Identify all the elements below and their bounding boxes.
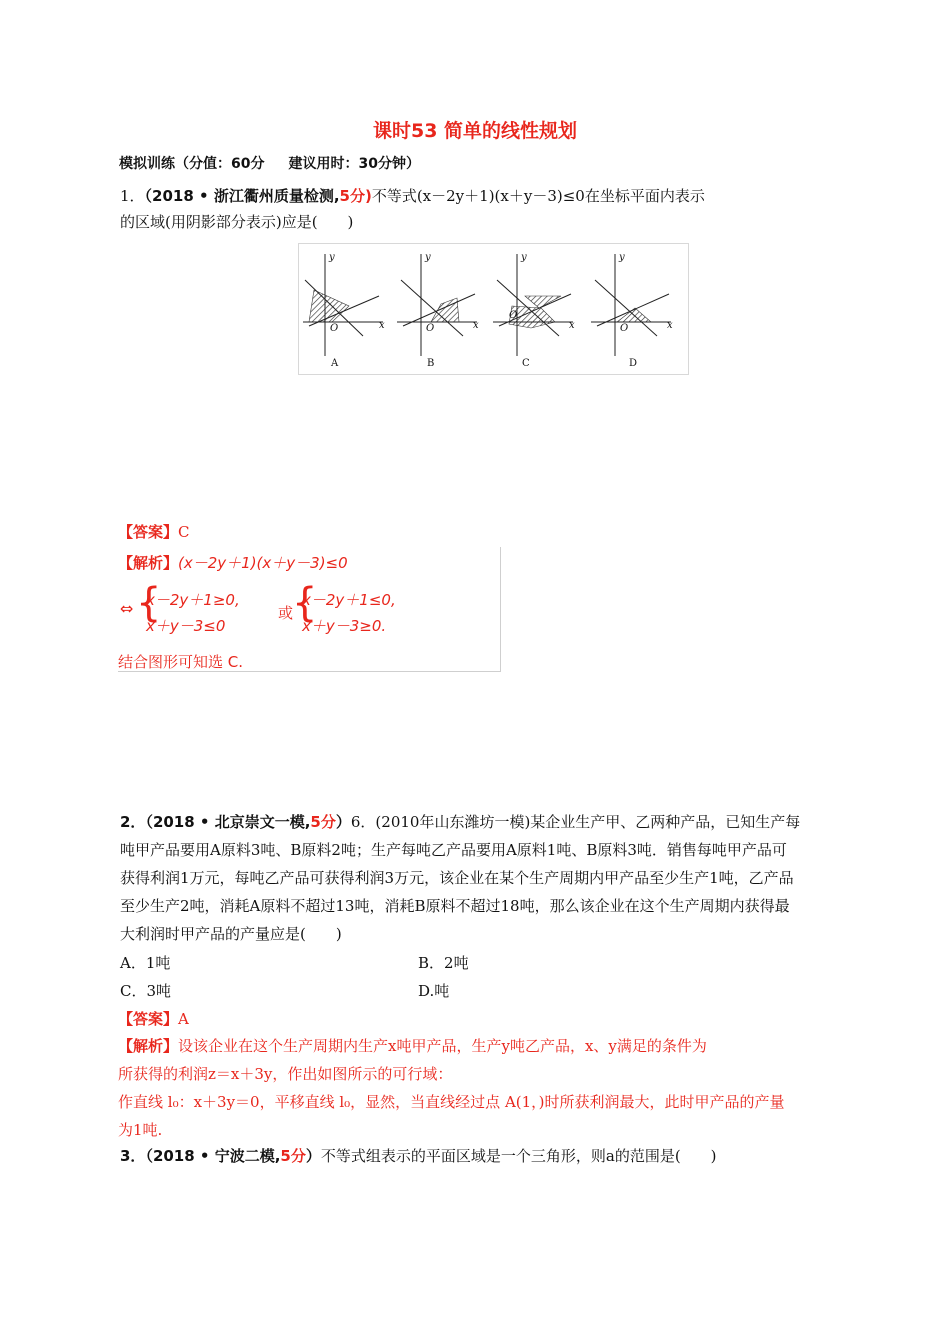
q1-answer-label: 【答案】	[118, 523, 179, 541]
q2-answer	[118, 1008, 189, 1029]
q3-score: 5分	[280, 1147, 306, 1165]
q1-line-1: 1．（2018 • 浙江衢州质量检测,5分)不等式(x－2y＋1)(x＋y－3)≤0在坐标平面内表示	[120, 187, 705, 205]
q2-source: （2018 • 北京崇文一模	[145, 813, 305, 831]
q2-answer-value: A	[178, 1010, 189, 1028]
page-title: 课时53 简单的线性规划	[372, 120, 578, 142]
q2-analysis-1	[118, 1035, 707, 1056]
q1-answer-value: C	[178, 523, 190, 541]
subheading-time: 建议用时：30分钟）	[288, 156, 420, 172]
graph-c-origin: O	[509, 310, 518, 321]
q2-text-1: 6．(2010年山东潍坊一模)某企业生产甲、乙两种产品，已知生产每	[350, 813, 801, 831]
q3-source: （2018 • 宁波二模	[145, 1147, 275, 1165]
q1-equiv: ⇔	[120, 599, 134, 618]
q2-analysis-label: 【解析】	[118, 1037, 179, 1055]
q2-analysis-2: 所获得的利润z＝x＋3y，作出如图所示的可行域：	[118, 1065, 453, 1083]
q1-sys1-a: x－2y＋1≥0,	[146, 591, 240, 609]
graph-a	[303, 254, 383, 356]
option-d-label: D	[629, 358, 638, 369]
graph-b	[397, 254, 477, 356]
q1-number: 1．	[120, 187, 145, 205]
option-b-label: B	[427, 358, 435, 369]
q2-line-1: 2．（2018 • 北京崇文一模,5分）6．(2010年山东潍坊一模)某企业生产甲、乙两种产品，已知生产每	[120, 813, 801, 831]
graph-a-y-label: y	[329, 252, 335, 263]
option-a-label: A	[331, 358, 339, 369]
q1-analysis-line-1	[118, 552, 348, 573]
q2-option-d: D.吨	[418, 982, 450, 1000]
q1-brace-1: {	[136, 580, 162, 626]
graph-c-x-label: x	[569, 320, 575, 331]
q2-analysis-4: 为1吨.	[118, 1121, 163, 1139]
q1-sys2-a: x－2y＋1≤0,	[302, 591, 396, 609]
graph-a-origin: O	[330, 323, 339, 334]
q1-solution	[118, 547, 501, 672]
q1-analysis-expr: (x－2y＋1)(x＋y－3)≤0	[178, 554, 348, 572]
q1-analysis-label: 【解析】	[118, 554, 179, 572]
subheading	[119, 153, 444, 173]
graph-c	[493, 254, 573, 356]
q2-analysis-text-1: 设该企业在这个生产周期内生产x吨甲产品，生产y吨乙产品，x、y满足的条件为	[178, 1037, 707, 1055]
q2-option-c: C．3吨	[120, 982, 172, 1000]
graph-b-origin: O	[426, 323, 435, 334]
q3-text: 不等式组表示的平面区域是一个三角形，则a的范围是( )	[320, 1147, 717, 1165]
q1-source: （2018 • 浙江衢州质量检测	[144, 187, 334, 205]
q1-text-1: 不等式(x－2y＋1)(x＋y－3)≤0在坐标平面内表示	[371, 187, 705, 205]
q1-sys2-b: x＋y－3≥0.	[302, 617, 387, 635]
q2-option-b: B．2吨	[418, 954, 469, 972]
subheading-score: 模拟训练（分值：60分	[119, 156, 265, 172]
q1-sys1-b: x＋y－3≤0	[146, 617, 226, 635]
graph-b-y-label: y	[425, 252, 431, 263]
q1-graphs	[299, 244, 688, 374]
q2-number: 2．	[120, 813, 146, 831]
graph-c-y-label: y	[521, 252, 527, 263]
q1-figure	[298, 243, 689, 375]
q2-line-2: 吨甲产品要用A原料3吨、B原料2吨；生产每吨乙产品要用A原料1吨、B原料3吨．销售每吨甲产品可	[120, 841, 787, 859]
q2-line-5: 大利润时甲产品的产量应是( )	[120, 925, 342, 943]
q2-option-a: A．1吨	[120, 954, 171, 972]
q2-line-4: 至少生产2吨，消耗A原料不超过13吨，消耗B原料不超过18吨，那么该企业在这个生产周期内获得最	[120, 897, 790, 915]
q1-or: 或	[278, 604, 294, 622]
q1-score: 5分)	[339, 187, 372, 205]
q1-brace-2: {	[292, 580, 318, 626]
graph-b-shade	[431, 298, 459, 322]
q1-answer	[118, 521, 190, 542]
q2-line-3: 获得利润1万元，每吨乙产品可获得利润3万元，该企业在某个生产周期内甲产品至少生产1吨，乙产品	[120, 869, 794, 887]
q2-answer-label: 【答案】	[118, 1010, 179, 1028]
graph-a-x-label: x	[379, 320, 385, 331]
q1-line-2: 的区域(用阴影部分表示)应是( )	[120, 213, 354, 231]
graph-b-x-label: x	[473, 320, 479, 331]
graph-d-origin: O	[620, 323, 629, 334]
q3-close: ）	[305, 1147, 321, 1165]
q2-close: ）	[335, 813, 351, 831]
q2-score: 5分	[310, 813, 336, 831]
q3-number: 3．	[120, 1147, 146, 1165]
graph-d-x-label: x	[667, 320, 673, 331]
graph-d	[591, 254, 671, 356]
q3-line-1: 3．（2018 • 宁波二模,5分）不等式组表示的平面区域是一个三角形，则a的范围是( )	[120, 1147, 717, 1165]
graph-d-y-label: y	[619, 252, 625, 263]
option-c-label: C	[522, 358, 530, 369]
q2-analysis-3: 作直线 l₀：x＋3y＝0，平移直线 l₀，显然，当直线经过点 A(1，)时所获利润最大，此时甲产品的产量	[118, 1093, 785, 1111]
q1-conclusion: 结合图形可知选 C.	[118, 653, 244, 671]
